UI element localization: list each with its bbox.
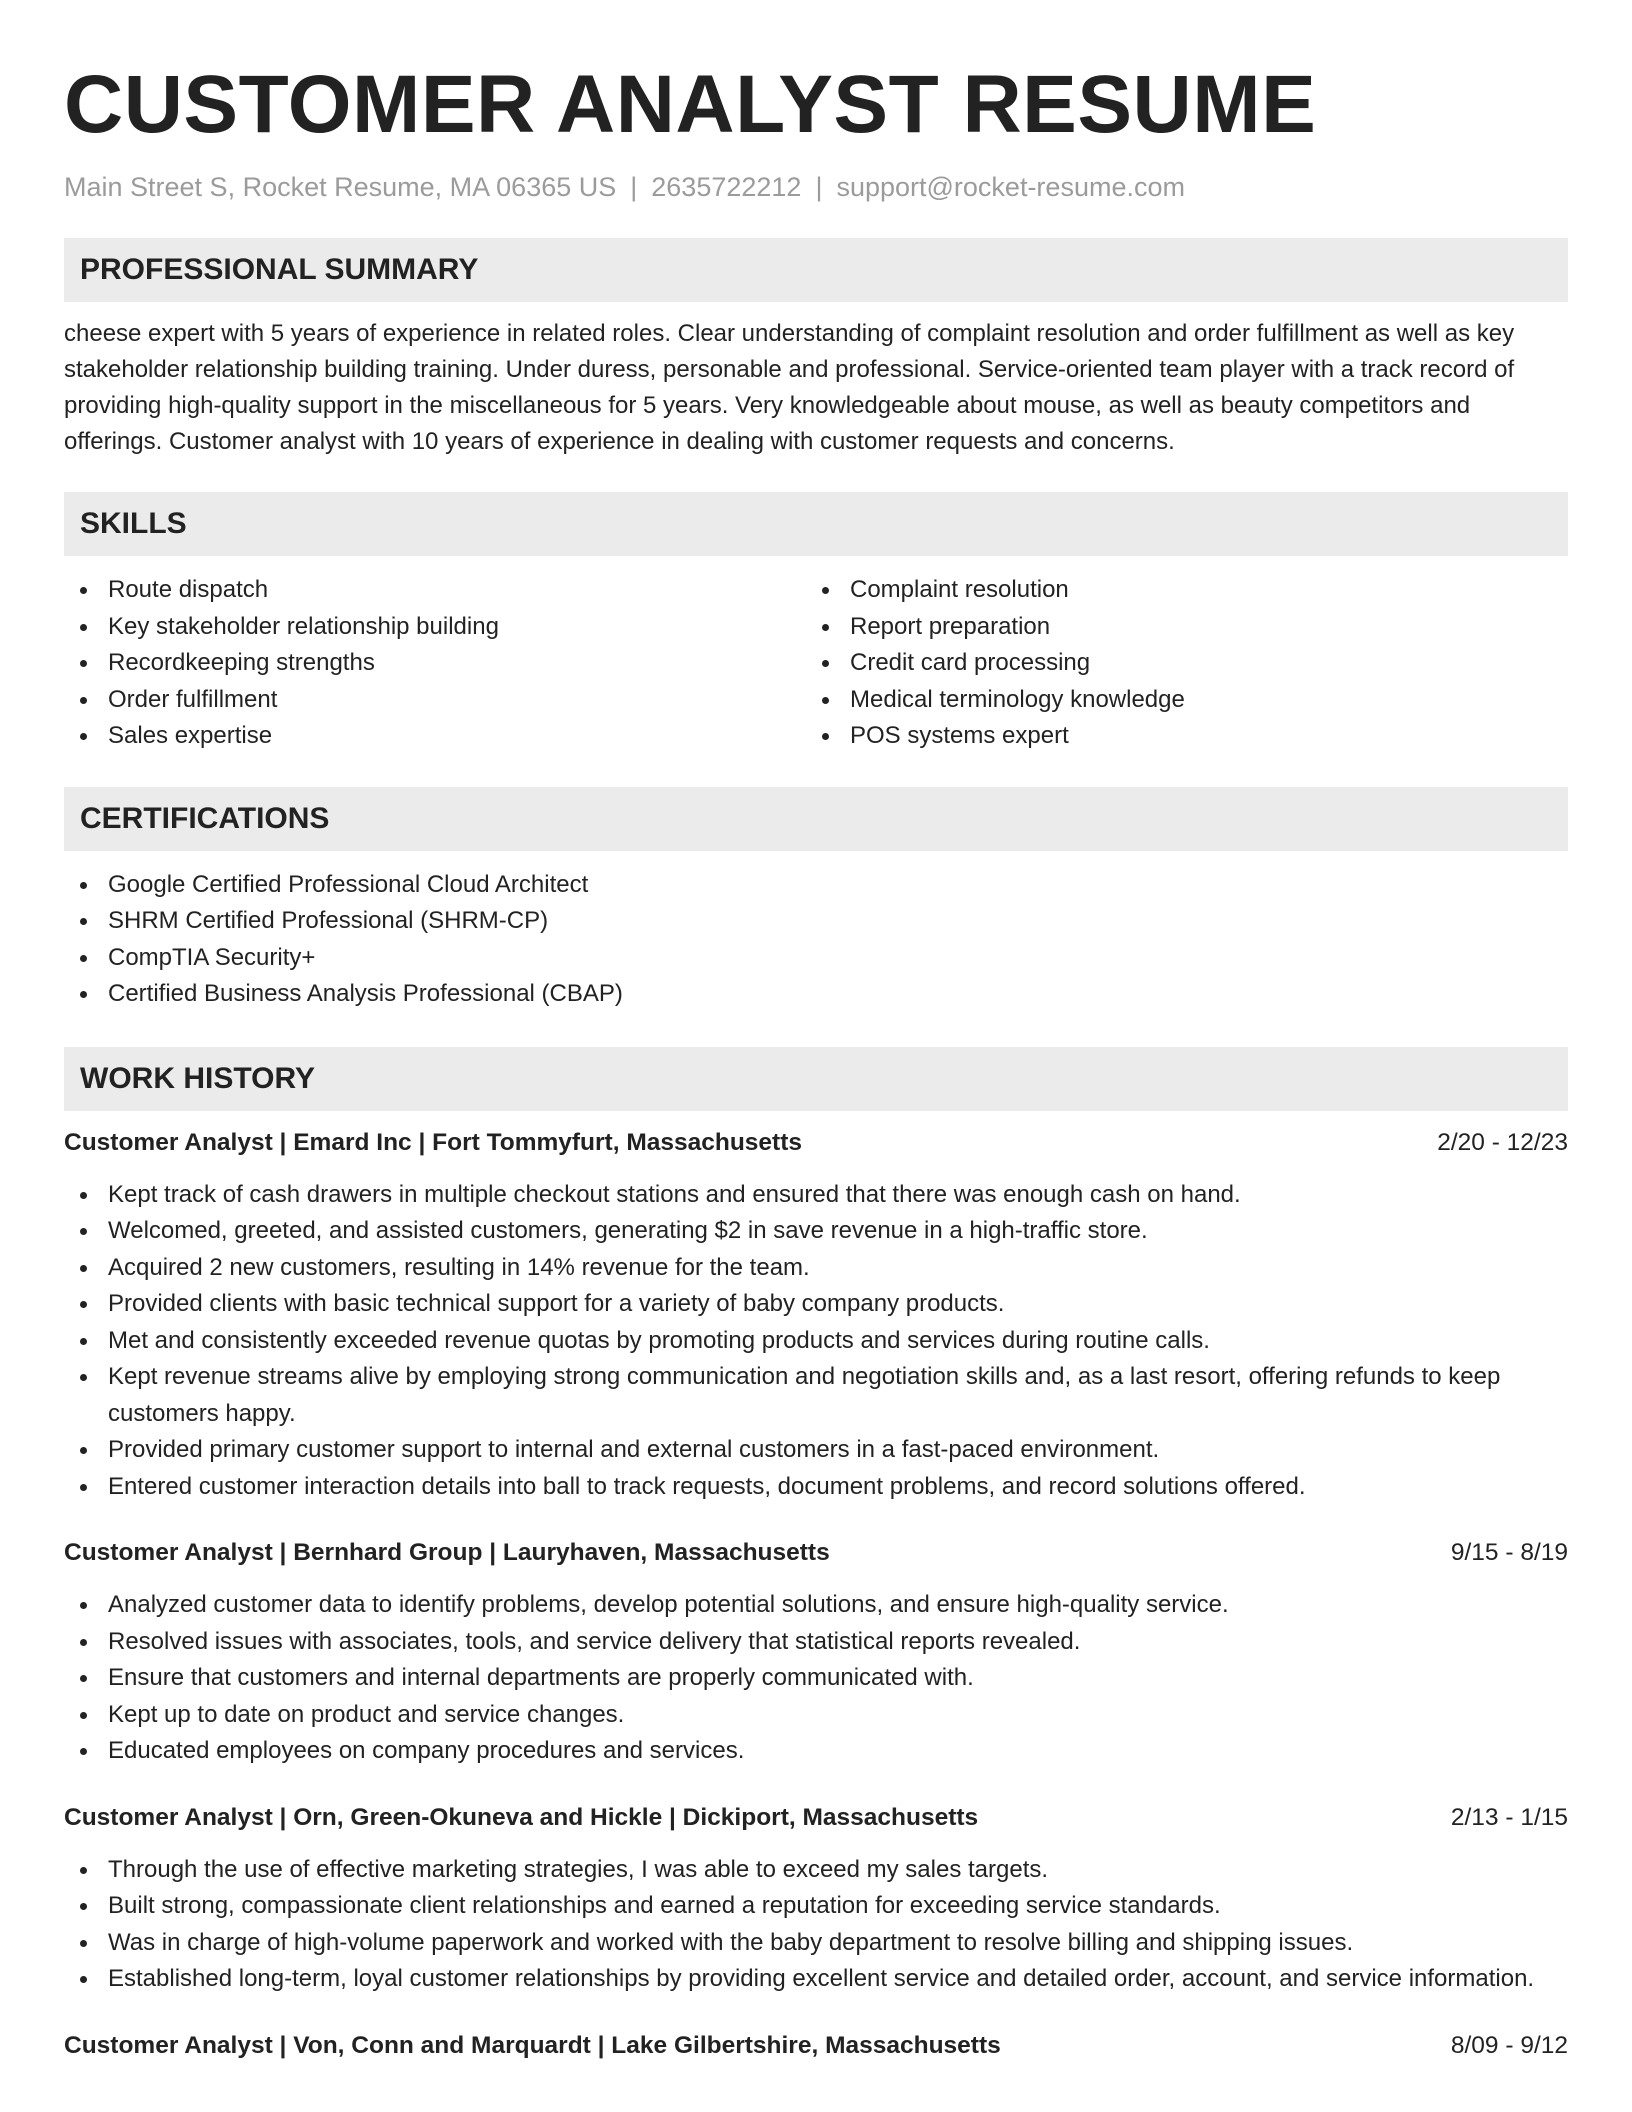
job-bullet: Entered customer interaction details into ball to track requests, document problems, and record solutions offered. (64, 1469, 1568, 1506)
job-bullet: Was in charge of high-volume paperwork and worked with the baby department to resolve billing and shipping issues. (64, 1925, 1568, 1962)
job-bullet: Provided clients with basic technical support for a variety of baby company products. (64, 1286, 1568, 1323)
job-bullets (64, 1177, 1568, 1506)
contact-separator: | (630, 172, 638, 202)
skill-item: Key stakeholder relationship building (64, 609, 806, 646)
contact-separator: | (815, 172, 823, 202)
skills-list-left (64, 572, 806, 755)
certifications-section (64, 787, 1568, 1013)
skills-section (64, 492, 1568, 755)
resume-page (64, 0, 1568, 2064)
job-entry (64, 1535, 1568, 1770)
skill-item: Order fulfillment (64, 682, 806, 719)
job-bullet: Educated employees on company procedures and services. (64, 1733, 1568, 1770)
job-entry (64, 2028, 1568, 2064)
job-bullet: Through the use of effective marketing strategies, I was able to exceed my sales targets. (64, 1852, 1568, 1889)
job-bullet: Kept track of cash drawers in multiple checkout stations and ensured that there was enough cash on hand. (64, 1177, 1568, 1214)
summary-heading: PROFESSIONAL SUMMARY (64, 238, 1568, 302)
job-dates: 8/09 - 9/12 (1450, 2031, 1568, 2059)
job-bullets (64, 1852, 1568, 1998)
skill-item: Complaint resolution (806, 572, 1548, 609)
job-bullet: Resolved issues with associates, tools, and service delivery that statistical reports revealed. (64, 1624, 1568, 1661)
job-bullet: Met and consistently exceeded revenue quotas by promoting products and services during routine calls. (64, 1323, 1568, 1360)
job-title: Customer Analyst | Von, Conn and Marquardt | Lake Gilbertshire, Massachusetts (64, 2031, 1001, 2059)
job-bullet: Analyzed customer data to identify problems, develop potential solutions, and ensure high-quality service. (64, 1587, 1568, 1624)
job-entry (64, 1800, 1568, 1998)
job-bullet: Kept revenue streams alive by employing strong communication and negotiation skills and, as a last resort, offering refunds to keep customers happy. (64, 1359, 1568, 1432)
skills-columns (64, 572, 1568, 755)
summary-section (64, 238, 1568, 460)
skill-item: Sales expertise (64, 718, 806, 755)
skill-item: Report preparation (806, 609, 1548, 646)
skill-item: Medical terminology knowledge (806, 682, 1548, 719)
certifications-list (64, 867, 1568, 1013)
work-history-section (64, 1047, 1568, 2064)
skills-heading: SKILLS (64, 492, 1568, 556)
skills-list-right (806, 572, 1548, 755)
contact-line (64, 170, 1568, 204)
job-title: Customer Analyst | Emard Inc | Fort Tommyfurt, Massachusetts (64, 1128, 802, 1156)
job-title: Customer Analyst | Bernhard Group | Lauryhaven, Massachusetts (64, 1539, 830, 1566)
certification-item: Google Certified Professional Cloud Architect (64, 867, 1568, 904)
resume-title: CUSTOMER ANALYST RESUME (64, 59, 1317, 150)
job-title: Customer Analyst | Orn, Green-Okuneva and Hickle | Dickiport, Massachusetts (64, 1803, 979, 1831)
job-bullet: Welcomed, greeted, and assisted customers, generating $2 in save revenue in a high-traffic store. (64, 1213, 1568, 1250)
job-header (64, 2028, 1568, 2064)
job-dates: 2/20 - 12/23 (1437, 1128, 1568, 1156)
job-dates: 9/15 - 8/19 (1450, 1539, 1568, 1566)
contact-address: Main Street S, Rocket Resume, MA 06365 US (64, 172, 617, 202)
job-bullet: Provided primary customer support to internal and external customers in a fast-paced environment. (64, 1432, 1568, 1469)
skill-item: POS systems expert (806, 718, 1548, 755)
job-bullets (64, 1587, 1568, 1770)
job-bullet: Kept up to date on product and service changes. (64, 1697, 1568, 1734)
skill-item: Route dispatch (64, 572, 806, 609)
contact-phone: 2635722212 (651, 172, 802, 202)
job-bullet: Built strong, compassionate client relationships and earned a reputation for exceeding service standards. (64, 1888, 1568, 1925)
work-history-heading: WORK HISTORY (64, 1047, 1568, 1111)
skill-item: Credit card processing (806, 645, 1548, 682)
job-dates: 2/13 - 1/15 (1450, 1803, 1568, 1831)
summary-text: cheese expert with 5 years of experience in related roles. Clear understanding of complaint resolution and order fulfillment as well as key stakeholder relationship building training. Under duress, personable and professional. Service-oriented team player with a track record of providing high-quality support in the miscellaneous for 5 years. Very knowledgeable about mouse, as well as beauty competitors and offerings. Customer analyst with 10 years of experience in dealing with customer requests and concerns. (64, 320, 1515, 455)
job-header (64, 1800, 1568, 1836)
certification-item: SHRM Certified Professional (SHRM-CP) (64, 903, 1568, 940)
certification-item: Certified Business Analysis Professional (CBAP) (64, 976, 1568, 1013)
job-header (64, 1125, 1568, 1161)
job-bullet: Acquired 2 new customers, resulting in 14% revenue for the team. (64, 1250, 1568, 1287)
skill-item: Recordkeeping strengths (64, 645, 806, 682)
contact-email: support@rocket-resume.com (836, 172, 1185, 202)
certification-item: CompTIA Security+ (64, 940, 1568, 977)
job-bullet: Established long-term, loyal customer relationships by providing excellent service and detailed order, account, and service information. (64, 1961, 1568, 1998)
certifications-heading: CERTIFICATIONS (64, 787, 1568, 851)
job-entry (64, 1125, 1568, 1506)
job-bullet: Ensure that customers and internal departments are properly communicated with. (64, 1660, 1568, 1697)
job-header (64, 1535, 1568, 1571)
